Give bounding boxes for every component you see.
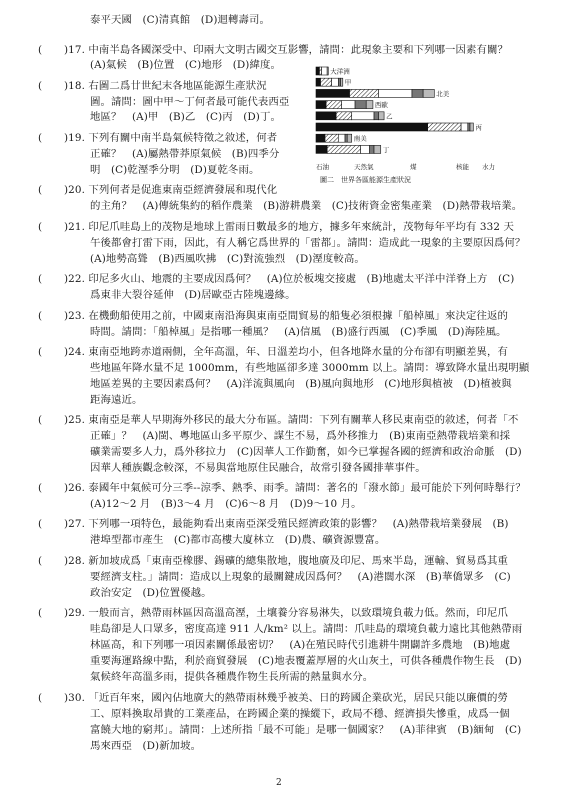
question-line: )29. 一般而言，熱帶雨林區因高溫高溼，土壤養分容易淋失，以致環境負載力低。然而，印尼爪 <box>64 607 509 619</box>
question-line: 的主角？ (A)傳統集約的稻作農業 (B)游耕農業 (C)技術資金密集產業 (D)熱帶栽培業。 <box>90 200 523 212</box>
bar-segment-2 <box>332 78 339 86</box>
question-line: )20. 下列何者是促進東南亞經濟發展和現代化 <box>64 184 278 196</box>
bar-segment-1 <box>336 112 352 120</box>
bar-segment-4 <box>341 78 343 86</box>
legend-label: 水力 <box>482 163 495 171</box>
bar-segment-1 <box>325 134 338 142</box>
bar-segment-0 <box>316 78 320 86</box>
bar-segment-2 <box>322 67 328 75</box>
answer-paren: ( <box>38 482 43 494</box>
answer-paren: ( <box>38 414 43 426</box>
category-label: 丙 <box>475 123 482 132</box>
question-line: (A)地勢高聳 (B)西風吹拂 (C)對流強烈 (D)溼度較高。 <box>90 253 365 265</box>
question-line: 些地區年降水量不足 1000mm，有些地區卻多達 3000mm 以上。請問：導致降水量出現明顯 <box>90 362 530 374</box>
question-line: 泰平天國 (C)清真館 (D)迴轉壽司。 <box>90 14 270 26</box>
question-line: )19. 下列有關中南半島氣候特徵之敘述，何者 <box>64 132 278 144</box>
question-line: )27. 下列哪一項特色，最能夠看出東南亞深受殖民經濟政策的影響？ (A)熱帶栽培業發展 (B) <box>64 518 509 530</box>
bar-segment-0 <box>316 89 349 97</box>
bar-segment-2 <box>352 112 374 120</box>
legend-label: 石油 <box>316 163 329 171</box>
category-label: 北美 <box>436 89 450 98</box>
answer-paren: ( <box>38 273 43 285</box>
question-line: 因華人種族觀念較深，不易與當地原住民融合，故常引發各國排華事件。 <box>90 462 426 474</box>
question-line: 要經濟支柱。」請問：造成以上現象的最關鍵成因爲何？ (A)港闊水深 (B)華僑眾多 (C) <box>90 571 511 583</box>
legend-label: 核能 <box>456 163 469 171</box>
answer-paren: ( <box>38 221 43 233</box>
bar-segment-4 <box>327 67 328 75</box>
bar-segment-0 <box>316 101 326 109</box>
bar-segment-0 <box>316 123 428 131</box>
bar-segment-3 <box>412 89 423 97</box>
question-line: )25. 東南亞是華人早期海外移民的最大分布區。請問：下列有關華人移民東南亞的敘述，何者「不 <box>64 414 519 426</box>
category-label: 丁 <box>382 145 390 154</box>
question-line: 林區高，和下列哪一項因素關係最密切？ (A)在殖民時代引進耕牛開闢許多農地 (B)地處 <box>90 639 511 651</box>
question-line: )17. 中南半島各國深受中、印兩大文明古國交互影響，請問：此現象主要和下列哪一因素有關？ <box>64 44 509 56</box>
chart-caption: 圖二 世界各區能源生產狀況 <box>320 176 411 184</box>
category-label: 西歐 <box>374 101 388 110</box>
bar-segment-4 <box>423 89 434 97</box>
category-label: 南美 <box>353 134 367 143</box>
bar-segment-1 <box>349 89 378 97</box>
question-line: )22. 印尼多火山、地震的主要成因爲何？ (A)位於板塊交接處 (B)地處太平洋中洋脊上方 (C) <box>64 273 515 285</box>
answer-paren: ( <box>38 555 43 567</box>
answer-paren: ( <box>38 692 43 704</box>
question-line: 明 (C)乾溼季分明 (D)夏乾冬雨。 <box>90 164 260 176</box>
bar-segment-3 <box>468 123 470 131</box>
question-line: 氣候終年高溫多雨，提供各種農作物生長所需的熱量與水分。 <box>90 671 374 683</box>
question-line: 礦業需要多人力，爲外移拉力 (C)因華人工作勤奮，如今已掌握各國的經濟和政治命脈 (D) <box>90 446 522 458</box>
bar-segment-0 <box>316 145 327 153</box>
bar-segment-2 <box>342 101 355 109</box>
category-label: 大洋洲 <box>330 67 350 76</box>
answer-paren: ( <box>38 607 43 619</box>
question-line: (A)12～2 月 (B)3～4 月 (C)6～8 月 (D)9～10 月。 <box>90 498 362 510</box>
bar-segment-3 <box>370 145 374 153</box>
question-line: 爲東非大裂谷延伸 (D)居歐亞古陸塊邊緣。 <box>90 289 296 301</box>
answer-paren: ( <box>38 518 43 530</box>
answer-paren: ( <box>38 310 43 322</box>
bar-segment-3 <box>345 134 347 142</box>
question-line: )18. 右圖二爲廿世紀末各地區能源生產狀況 <box>64 80 267 92</box>
bar-segment-1 <box>327 145 360 153</box>
answer-paren: ( <box>38 132 43 144</box>
figure-2-energy-chart <box>306 63 538 185</box>
bar-segment-1 <box>428 123 461 131</box>
bar-segment-1 <box>320 78 331 86</box>
bar-segment-4 <box>366 101 373 109</box>
answer-paren: ( <box>38 184 43 196</box>
bar-segment-4 <box>374 145 381 153</box>
bar-segment-0 <box>316 112 336 120</box>
bar-segment-1 <box>326 101 342 109</box>
question-line: )26. 泰國年中氣候可分三季--涼季、熱季、雨季。請問：著名的「潑水節」最可能於下列何時舉行？ <box>64 482 526 494</box>
bar-segment-2 <box>461 123 468 131</box>
category-label: 甲 <box>344 78 352 87</box>
question-line: 政治安定 (D)位置優越。 <box>90 587 212 599</box>
question-line: (A)氣候 (B)位置 (C)地形 (D)緯度。 <box>90 59 281 71</box>
bar-segment-4 <box>378 112 384 120</box>
bar-segment-3 <box>374 112 378 120</box>
bar-segment-3 <box>338 78 340 86</box>
energy-bar-chart <box>306 63 538 175</box>
question-line: 地區？ (A)甲 (B)乙 (C)丙 (D)丁。 <box>90 111 281 123</box>
question-line: )21. 印尼爪哇島上的茂物是地球上雷雨日數最多的地方，據多年來統計，茂物每年平均有 332 天 <box>64 221 514 233</box>
question-line: 重要海運路線中點，利於商貿發展 (C)地表覆蓋厚層的火山灰土，可供各種農作物生長 (D) <box>90 655 522 667</box>
bar-segment-4 <box>470 123 473 131</box>
bar-segment-1 <box>319 67 321 75</box>
bar-segment-2 <box>361 145 370 153</box>
question-line: )28. 新加坡成爲「東南亞橡膠、錫礦的總集散地，腹地廣及印尼、馬來半島，運輸、貿易爲其重 <box>64 555 509 567</box>
bar-segment-3 <box>355 101 366 109</box>
bar-segment-0 <box>316 134 325 142</box>
question-line: 午後都會打雷下雨，因此，有人稱它爲世界的「雷都」。請問：造成此一現象的主要原因爲何？ <box>90 237 526 249</box>
question-line: 工、原料換取昂貴的工業產品，在跨國企業的操縱下，政局不穩、經濟損失慘重，成爲一個 <box>90 708 510 720</box>
question-line: )30. 「近百年來，國內佔地廣大的熱帶雨林幾乎被美、日的跨國企業砍光，居民只能以廉價的勞 <box>64 692 509 704</box>
bar-segment-0 <box>316 67 319 75</box>
question-line: 正確」？ (A)閩、粵地區山多平原少、謀生不易，爲外移推力 (B)東南亞熱帶栽培業和採 <box>90 430 511 442</box>
bar-segment-4 <box>347 134 351 142</box>
answer-paren: ( <box>38 80 43 92</box>
question-line: 馬來西亞 (D)新加坡。 <box>90 740 202 752</box>
question-line: 港埠型都市產生 (C)都市高樓大廈林立 (D)農、礦資源豐富。 <box>90 534 386 546</box>
question-line: )23. 在機動船使用之前，中國東南沿海與東南亞間貿易的船隻必須根據「船棹風」來決定往返的 <box>64 310 509 322</box>
question-line: 富饒大地的窮邦」。請問：上述所指「最不可能」是哪一個國家？ (A)菲律賓 (B)緬甸 (C) <box>90 724 522 736</box>
question-line: 時間。請問：「船棹風」是指哪一種風？ (A)信風 (B)盛行西風 (C)季風 (D)海陸風。 <box>90 326 507 338</box>
question-line: 地區差異的主要因素爲何？ (A)洋流與風向 (B)風向與地形 (C)地形與植被 (D)植被與 <box>90 378 512 390</box>
category-label: 乙 <box>386 112 393 121</box>
question-line: 哇島卻是人口眾多，密度高達 911 人/km² 以上。請問：爪哇島的環境負載力遠比其他熱帶雨 <box>90 623 523 635</box>
answer-paren: ( <box>38 346 43 358</box>
answer-paren: ( <box>38 44 43 56</box>
question-line: )24. 東南亞地跨赤道兩側，全年高溫，年、日溫差均小，但各地降水量的分布卻有明顯差異，有 <box>64 346 509 358</box>
bar-segment-2 <box>378 89 411 97</box>
question-line: 距海遠近。 <box>90 394 143 406</box>
question-line: 正確？ (A)屬熱帶莽原氣候 (B)四季分 <box>90 148 280 160</box>
legend-label: 天然氣 <box>354 163 374 171</box>
bar-segment-2 <box>338 134 345 142</box>
question-line: 圖。請問：圖中甲～丁何者最可能代表西亞 <box>90 96 290 108</box>
legend-label: 煤 <box>410 163 417 171</box>
page-number: 2 <box>276 778 282 788</box>
